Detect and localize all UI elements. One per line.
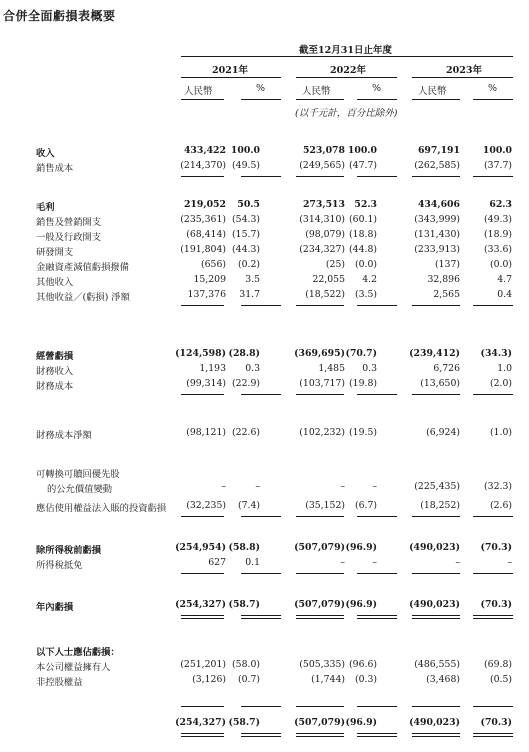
cell-value: 0.3 <box>362 363 377 374</box>
cell-value: (251,201) <box>180 659 226 670</box>
cell-value: – <box>221 481 226 492</box>
row-label: 收入 <box>36 148 55 159</box>
cell-value: 15,209 <box>193 274 226 285</box>
year-2021-header: 2021年 <box>212 65 248 76</box>
cell-value: (96.9) <box>345 599 377 610</box>
cell-value: 4.2 <box>362 274 377 285</box>
cell-value: (225,435) <box>414 481 460 492</box>
cell-value: 100.0 <box>230 145 260 156</box>
cell-value: 3.5 <box>245 274 260 285</box>
period-rule <box>181 56 513 57</box>
cell-value: (505,335) <box>299 659 345 670</box>
cell-value: (96.9) <box>345 542 377 553</box>
cell-value: (32,235) <box>186 500 226 511</box>
cell-value: (254,327) <box>175 717 226 728</box>
row-label: 所得稅抵免 <box>36 560 83 571</box>
cell-value: (96.9) <box>345 717 377 728</box>
cell-value: (32.3) <box>484 481 512 492</box>
table-row <box>0 363 529 377</box>
table-row <box>0 229 529 243</box>
cell-value: 0.3 <box>245 363 260 374</box>
cell-value: (25) <box>325 259 345 270</box>
col-rule <box>357 99 397 100</box>
row-label: 財務成本淨額 <box>36 430 92 441</box>
cell-value: (96.6) <box>349 659 377 670</box>
row-label: 除所得稅前虧損 <box>36 545 102 556</box>
cell-value: (102,232) <box>299 427 345 438</box>
cell-value: (214,370) <box>180 160 226 171</box>
cell-value: (54.3) <box>232 214 260 225</box>
cell-value: (18,522) <box>305 289 345 300</box>
table-row <box>0 599 529 613</box>
cell-value: (44.3) <box>232 244 260 255</box>
row-label: 銷售及營銷開支 <box>36 217 102 228</box>
year-2023-rule <box>412 77 513 78</box>
table-row <box>0 289 529 303</box>
row-label: 其他收益／(虧損) 淨額 <box>36 292 130 303</box>
cell-value: 219,052 <box>183 199 226 210</box>
row-label: 財務成本 <box>36 381 74 392</box>
row-label: 以下人士應佔虧損： <box>36 647 120 658</box>
cell-value: (28.8) <box>228 348 260 359</box>
cell-value: (1,744) <box>311 674 345 685</box>
cell-value: 1,485 <box>318 363 345 374</box>
table-row <box>0 199 529 213</box>
cell-value: (656) <box>201 259 226 270</box>
cell-value: – <box>255 481 260 492</box>
cell-value: 52.3 <box>354 199 377 210</box>
cell-value: 433,422 <box>183 145 226 156</box>
cell-value: 31.7 <box>239 289 260 300</box>
cell-value: (19.5) <box>349 427 377 438</box>
cell-value: (3.5) <box>354 289 377 300</box>
row-label: 其他收入 <box>36 277 74 288</box>
cell-value: 1,193 <box>199 363 226 374</box>
row-label: 金融資產減值虧損撥備 <box>36 262 129 273</box>
currency-header-2022: 人民幣 <box>302 86 331 97</box>
cell-value: – <box>455 557 460 568</box>
cell-value: (1.0) <box>489 427 512 438</box>
cell-value: (19.8) <box>349 378 377 389</box>
cell-value: (33.6) <box>484 244 512 255</box>
percent-header-2022: % <box>372 83 382 94</box>
cell-value: (124,598) <box>175 348 226 359</box>
cell-value: 137,376 <box>187 289 226 300</box>
cell-value: (490,023) <box>409 599 460 610</box>
cell-value: (0.3) <box>354 674 377 685</box>
cell-value: (58.0) <box>232 659 260 670</box>
cell-value: (234,327) <box>299 244 345 255</box>
cell-value: (60.1) <box>349 214 377 225</box>
cell-value: (3,126) <box>192 674 226 685</box>
cell-value: 697,191 <box>417 145 460 156</box>
table-row <box>0 481 529 495</box>
table-row <box>0 378 529 392</box>
cell-value: (191,804) <box>180 244 226 255</box>
cell-value: (37.7) <box>484 160 512 171</box>
cell-value: (3,468) <box>426 674 460 685</box>
cell-value: (18.9) <box>484 229 512 240</box>
cell-value: 4.7 <box>497 274 512 285</box>
table-row <box>0 160 529 174</box>
table-row <box>0 500 529 514</box>
cell-value: (369,695) <box>294 348 345 359</box>
table-row <box>0 542 529 556</box>
cell-value: (262,585) <box>414 160 460 171</box>
cell-value: (137) <box>435 259 460 270</box>
cell-value: (507,079) <box>294 542 345 553</box>
row-label: 銷售成本 <box>36 163 74 174</box>
cell-value: (69.8) <box>484 659 512 670</box>
table-row <box>0 145 529 159</box>
cell-value: (99,314) <box>186 378 226 389</box>
table-row <box>0 274 529 288</box>
cell-value: 6,726 <box>433 363 460 374</box>
cell-value: (314,310) <box>299 214 345 225</box>
cell-value: (6,924) <box>426 427 460 438</box>
cell-value: (68,414) <box>186 229 226 240</box>
page-title: 合併全面虧損表概要 <box>3 9 116 23</box>
cell-value: (7.4) <box>237 500 260 511</box>
period-header: 截至12月31日止年度 <box>299 45 392 56</box>
cell-value: 22,055 <box>312 274 345 285</box>
cell-value: (235,361) <box>180 214 226 225</box>
cell-value: (343,999) <box>414 214 460 225</box>
row-label: 一般及行政開支 <box>36 232 102 243</box>
row-label: 年內虧損 <box>36 602 74 613</box>
cell-value: (507,079) <box>294 599 345 610</box>
cell-value: (18.8) <box>349 229 377 240</box>
cell-value: 32,896 <box>427 274 460 285</box>
cell-value: (18,252) <box>420 500 460 511</box>
unit-note: (以千元計，百分比除外) <box>295 108 398 119</box>
cell-value: (34.3) <box>480 348 512 359</box>
cell-value: – <box>340 557 345 568</box>
row-label: 非控股權益 <box>36 677 83 688</box>
cell-value: – <box>340 481 345 492</box>
table-row <box>0 259 529 273</box>
cell-value: (103,717) <box>299 378 345 389</box>
cell-value: (22.9) <box>232 378 260 389</box>
cell-value: (490,023) <box>409 542 460 553</box>
table-row <box>0 644 529 658</box>
cell-value: 1.0 <box>497 363 512 374</box>
cell-value: (58.7) <box>228 599 260 610</box>
cell-value: (131,430) <box>414 229 460 240</box>
table-row <box>0 214 529 228</box>
cell-value: 100.0 <box>482 145 512 156</box>
cell-value: (0.2) <box>237 259 260 270</box>
cell-value: 627 <box>208 557 226 568</box>
table-row <box>0 348 529 362</box>
year-2022-header: 2022年 <box>330 65 366 76</box>
col-rule <box>473 99 513 100</box>
cell-value: (70.3) <box>480 542 512 553</box>
col-rule <box>241 99 281 100</box>
cell-value: (35,152) <box>305 500 345 511</box>
cell-value: (70.3) <box>480 599 512 610</box>
cell-value: – <box>372 557 377 568</box>
cell-value: (13,650) <box>420 378 460 389</box>
cell-value: (0.0) <box>354 259 377 270</box>
row-label: 可轉換可贖回優先股 <box>36 469 120 480</box>
year-2022-rule <box>296 77 397 78</box>
cell-value: (98,079) <box>305 229 345 240</box>
cell-value: (15.7) <box>232 229 260 240</box>
cell-value: (490,023) <box>409 717 460 728</box>
cell-value: 100.0 <box>347 145 377 156</box>
cell-value: (58.7) <box>228 717 260 728</box>
cell-value: (2.6) <box>489 500 512 511</box>
year-2021-rule <box>181 77 281 78</box>
cell-value: (0.5) <box>489 674 512 685</box>
cell-value: 273,513 <box>302 199 345 210</box>
cell-value: (49.5) <box>232 160 260 171</box>
cell-value: (98,121) <box>186 427 226 438</box>
cell-value: (254,954) <box>175 542 226 553</box>
row-label: 經營虧損 <box>36 351 74 362</box>
cell-value: 50.5 <box>237 199 260 210</box>
table-row <box>0 427 529 441</box>
row-label: 毛利 <box>36 202 55 213</box>
cell-value: (2.0) <box>489 378 512 389</box>
cell-value: (233,913) <box>414 244 460 255</box>
cell-value: 434,606 <box>417 199 460 210</box>
cell-value: (486,555) <box>414 659 460 670</box>
col-rule <box>412 99 460 100</box>
percent-header-2023: % <box>488 83 498 94</box>
cell-value: – <box>507 557 512 568</box>
cell-value: 2,565 <box>433 289 460 300</box>
row-label: 應佔使用權益法入賬的投資虧損 <box>36 503 167 514</box>
table-row <box>0 674 529 688</box>
cell-value: (239,412) <box>409 348 460 359</box>
cell-value: (22.6) <box>232 427 260 438</box>
cell-value: (70.7) <box>345 348 377 359</box>
cell-value: 0.1 <box>245 557 260 568</box>
table-row <box>0 244 529 258</box>
percent-header-2021: % <box>256 83 266 94</box>
cell-value: (58.8) <box>228 542 260 553</box>
currency-header-2023: 人民幣 <box>418 86 447 97</box>
cell-value: (44.8) <box>349 244 377 255</box>
cell-value: (47.7) <box>349 160 377 171</box>
cell-value: (507,079) <box>294 717 345 728</box>
row-label: 的公允價值變動 <box>47 484 113 495</box>
row-label: 財務收入 <box>36 366 74 377</box>
cell-value: (249,565) <box>299 160 345 171</box>
currency-header-2021: 人民幣 <box>184 86 213 97</box>
cell-value: (0.0) <box>489 259 512 270</box>
cell-value: (70.3) <box>480 717 512 728</box>
cell-value: 62.3 <box>489 199 512 210</box>
table-row <box>0 557 529 571</box>
table-row <box>0 717 529 731</box>
cell-value: (0.7) <box>237 674 260 685</box>
cell-value: (254,327) <box>175 599 226 610</box>
cell-value: 523,078 <box>302 145 345 156</box>
table-row <box>0 659 529 673</box>
cell-value: (49.3) <box>484 214 512 225</box>
col-rule <box>181 99 224 100</box>
row-label: 本公司權益擁有人 <box>36 662 111 673</box>
year-2023-header: 2023年 <box>446 65 482 76</box>
col-rule <box>296 99 344 100</box>
cell-value: – <box>372 481 377 492</box>
row-label: 研發開支 <box>36 247 74 258</box>
cell-value: (6.7) <box>354 500 377 511</box>
table-row <box>0 466 529 480</box>
cell-value: 0.4 <box>497 289 512 300</box>
